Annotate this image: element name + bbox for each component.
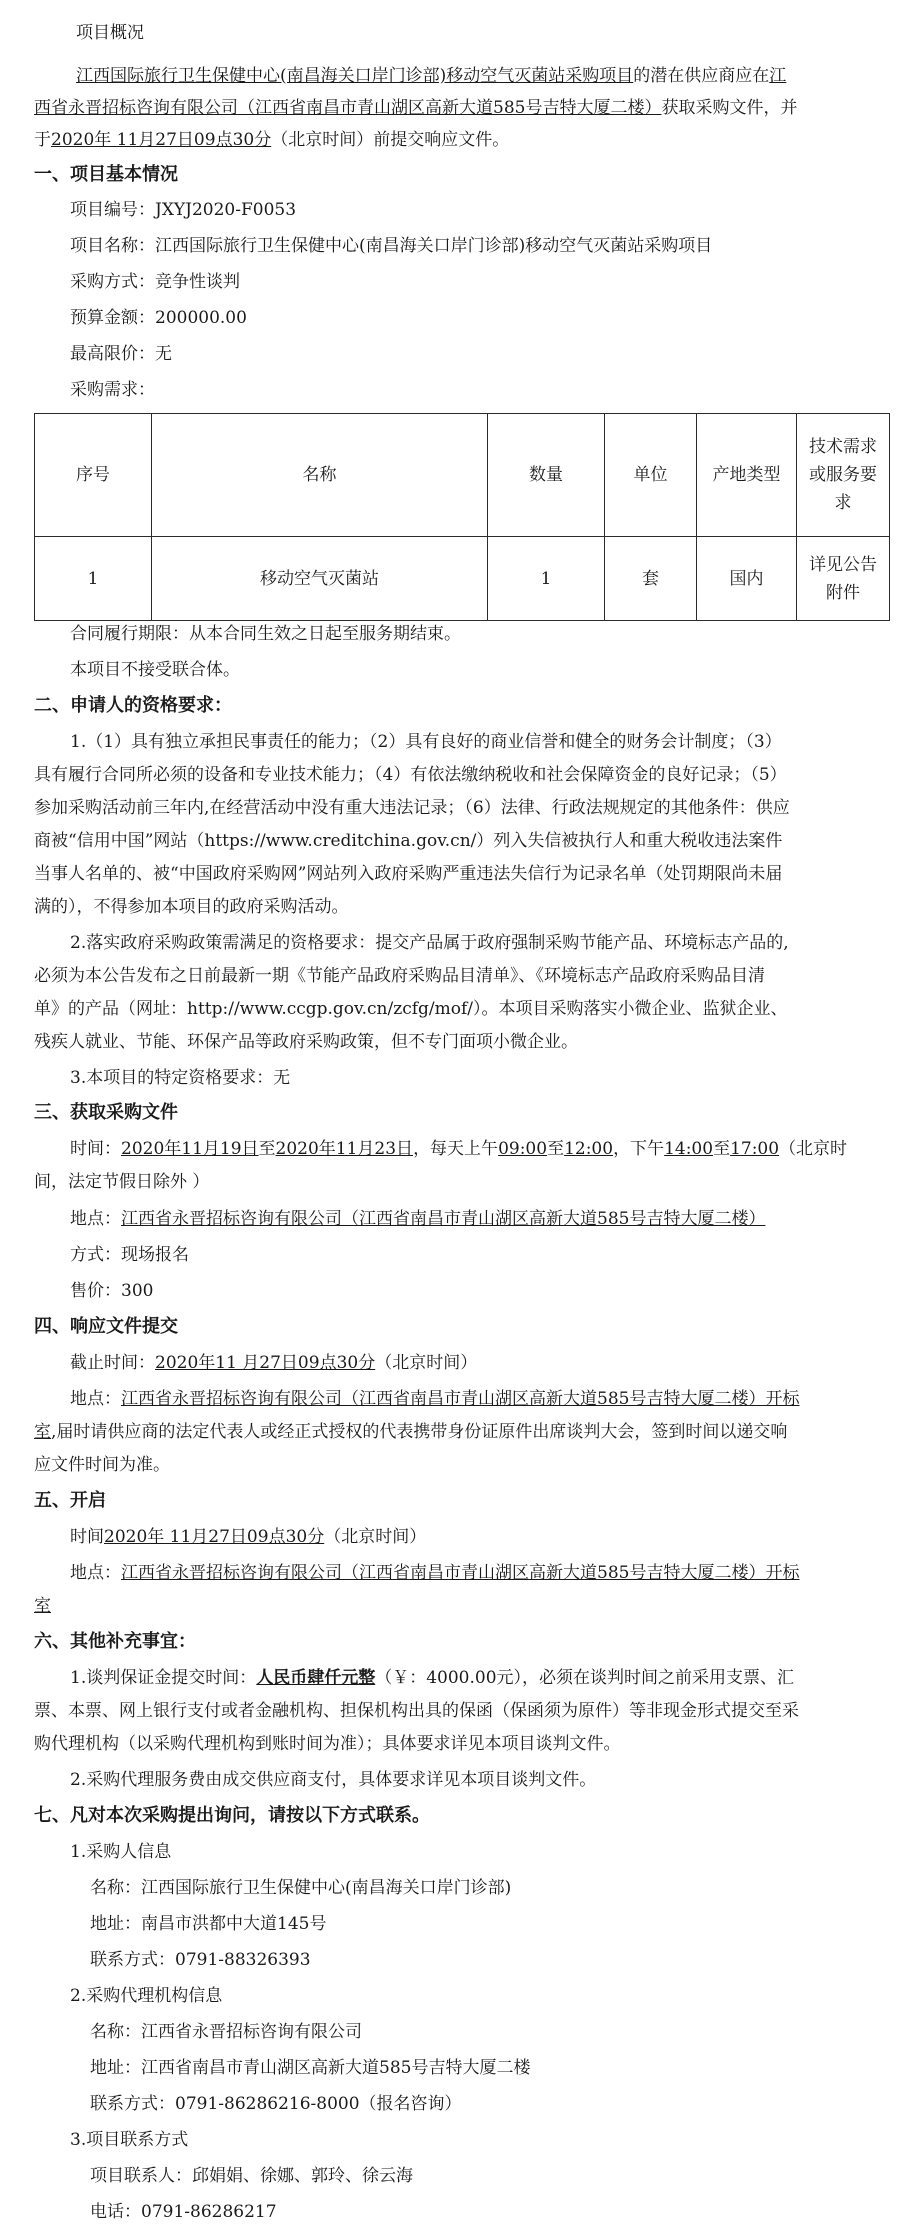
agency-address-link: 西省永晋招标咨询有限公司（江西省南昌市青山湖区高新大道585号吉特大厦二楼） xyxy=(34,98,662,118)
qualification-1-line-3: 参加采购活动前三年内,在经营活动中没有重大违法记录；（6）法律、行政法规规定的其他条件：供应 xyxy=(34,798,790,818)
qualification-1-line-5: 当事人名单的、被“中国政府采购网”网站列入政府采购严重违法失信行为记录名单（处罚期限尚未届 xyxy=(34,864,783,884)
project-code: 项目编号：JXYJ2020-F0053 xyxy=(70,200,297,220)
cell-tech: 详见公告 附件 xyxy=(797,537,890,621)
qualification-1-line-6: 满的），不得参加本项目的政府采购活动。 xyxy=(34,897,349,917)
project-name: 项目名称：江西国际旅行卫生保健中心(南昌海关口岸门诊部)移动空气灭菌站采购项目 xyxy=(70,236,713,256)
opening-location-line-1: 地点：江西省永晋招标咨询有限公司（江西省南昌市青山湖区高新大道585号吉特大厦二楼）开标 xyxy=(70,1563,800,1583)
deposit-line-3: 购代理机构（以采购代理机构到账时间为准）；具体要求详见本项目谈判文件。 xyxy=(34,1734,621,1754)
agency-name: 名称：江西省永晋招标咨询有限公司 xyxy=(90,2022,362,2042)
section-5-heading: 五、开启 xyxy=(34,1490,106,1511)
submission-location-line-1: 地点：江西省永晋招标咨询有限公司（江西省南昌市青山湖区高新大道585号吉特大厦二楼）开标 xyxy=(70,1389,800,1409)
col-header-name: 名称 xyxy=(152,414,488,537)
agency-info-title: 2.采购代理机构信息 xyxy=(70,1986,223,2006)
document-price: 售价：300 xyxy=(70,1281,154,1301)
qualification-3: 3.本项目的特定资格要求：无 xyxy=(70,1068,291,1088)
section-4-heading: 四、响应文件提交 xyxy=(34,1316,178,1337)
contract-period: 合同履行期限：从本合同生效之日起至服务期结束。 xyxy=(70,624,461,644)
procurement-method: 采购方式：竞争性谈判 xyxy=(70,272,240,292)
qualification-2-line-3: 单》的产品（网址：http://www.ccgp.gov.cn/zcfg/mof/）。本项目采购落实小微企业、监狱企业、 xyxy=(34,999,788,1019)
section-2-heading: 二、申请人的资格要求： xyxy=(34,695,232,716)
section-7-heading: 七、凡对本次采购提出询问，请按以下方式联系。 xyxy=(34,1805,430,1826)
col-header-unit: 单位 xyxy=(605,414,697,537)
submission-deadline: 截止时间：2020年11 月27日09点30分（北京时间） xyxy=(70,1353,478,1373)
overview-heading: 项目概况 xyxy=(76,23,144,43)
table-header-row xyxy=(35,414,890,537)
col-header-no: 序号 xyxy=(35,414,152,537)
purchaser-name: 名称：江西国际旅行卫生保健中心(南昌海关口岸门诊部) xyxy=(90,1878,512,1898)
col-header-tech: 技术需求 或服务要 求 xyxy=(797,414,890,537)
purchaser-address: 地址：南昌市洪都中大道145号 xyxy=(90,1914,327,1934)
max-price: 最高限价：无 xyxy=(70,344,172,364)
section-6-heading: 六、其他补充事宜： xyxy=(34,1631,196,1652)
procurement-needs-label: 采购需求： xyxy=(70,380,155,400)
agency-fee: 2.采购代理服务费由成交供应商支付，具体要求详见本项目谈判文件。 xyxy=(70,1770,597,1790)
budget-amount: 预算金额：200000.00 xyxy=(70,308,247,328)
qualification-1-line-1: 1.（1）具有独立承担民事责任的能力；（2）具有良好的商业信誉和健全的财务会计制度；（3） xyxy=(70,732,782,752)
col-header-origin: 产地类型 xyxy=(697,414,797,537)
opening-time: 时间2020年 11月27日09点30分（北京时间） xyxy=(70,1527,427,1547)
acquire-way: 方式：现场报名 xyxy=(70,1245,189,1265)
overview-line-1: 江西国际旅行卫生保健中心(南昌海关口岸门诊部)移动空气灭菌站采购项目的潜在供应商应在江 xyxy=(76,66,787,86)
section-3-heading: 三、获取采购文件 xyxy=(34,1102,178,1123)
no-consortium: 本项目不接受联合体。 xyxy=(70,660,240,680)
deposit-amount: 人民币肆仟元整 xyxy=(256,1668,376,1688)
cell-qty: 1 xyxy=(488,537,605,621)
qualification-2-line-2: 必须为本公告发布之日前最新一期《节能产品政府采购品目清单》、《环境标志产品政府采购品目清 xyxy=(34,966,765,986)
deposit-line-1: 1.谈判保证金提交时间：人民币肆仟元整（￥：4000.00元），必须在谈判时间之前采用支票、汇 xyxy=(70,1668,795,1688)
cell-unit: 套 xyxy=(605,537,697,621)
qualification-1-line-4: 商被“信用中国”网站（https://www.creditchina.gov.cn/）列入失信被执行人和重大税收违法案件 xyxy=(34,831,783,851)
purchaser-phone: 联系方式：0791-88326393 xyxy=(90,1950,311,1970)
table-row xyxy=(35,537,890,621)
submission-location-line-2: 室,届时请供应商的法定代表人或经正式授权的代表携带身份证原件出席谈判大会，签到时间以递交响 xyxy=(34,1422,788,1442)
requirements-table xyxy=(34,413,890,621)
overview-line-3: 于2020年 11月27日09点30分（北京时间）前提交响应文件。 xyxy=(34,130,510,150)
section-1-heading: 一、项目基本情况 xyxy=(34,164,178,185)
qualification-2-line-1: 2.落实政府采购政策需满足的资格要求：提交产品属于政府强制采购节能产品、环境标志产品的, xyxy=(70,933,789,953)
deposit-line-2: 票、本票、网上银行支付或者金融机构、担保机构出具的保函（保函须为原件）等非现金形式提交至采 xyxy=(34,1701,799,1721)
agency-phone: 联系方式：0791-86286216-8000（报名咨询） xyxy=(90,2094,462,2114)
cell-origin: 国内 xyxy=(697,537,797,621)
project-contacts: 项目联系人：邱娟娟、徐娜、郭玲、徐云海 xyxy=(90,2166,413,2186)
project-contact-title: 3.项目联系方式 xyxy=(70,2130,189,2150)
overview-line-2: 西省永晋招标咨询有限公司（江西省南昌市青山湖区高新大道585号吉特大厦二楼）获取采购文件，并 xyxy=(34,98,798,118)
deadline-date: 2020年 11月27日09点30分 xyxy=(51,130,272,150)
agency-address: 地址：江西省南昌市青山湖区高新大道585号吉特大厦二楼 xyxy=(90,2058,531,2078)
qualification-1-line-2: 具有履行合同所必须的设备和专业技术能力；（4）有依法缴纳税收和社会保障资金的良好记录；（5） xyxy=(34,765,787,785)
submission-location-line-3: 应文件时间为准。 xyxy=(34,1455,170,1475)
qualification-2-line-4: 残疾人就业、节能、环保产品等政府采购政策，但不专门面项小微企业。 xyxy=(34,1032,578,1052)
cell-name: 移动空气灭菌站 xyxy=(152,537,488,621)
purchaser-info-title: 1.采购人信息 xyxy=(70,1842,172,1862)
acquire-time-line-2: 间，法定节假日除外 ） xyxy=(34,1172,210,1192)
col-header-qty: 数量 xyxy=(488,414,605,537)
project-phone: 电话：0791-86286217 xyxy=(90,2202,277,2222)
project-name-link: 江西国际旅行卫生保健中心(南昌海关口岸门诊部)移动空气灭菌站采购项目 xyxy=(76,66,634,86)
acquire-location: 地点：江西省永晋招标咨询有限公司（江西省南昌市青山湖区高新大道585号吉特大厦二楼） xyxy=(70,1209,766,1229)
cell-no: 1 xyxy=(35,537,152,621)
acquire-time-line-1: 时间：2020年11月19日至2020年11月23日，每天上午09:00至12:00，下午14:00至17:00（北京时 xyxy=(70,1139,848,1159)
opening-location-line-2: 室 xyxy=(34,1596,51,1616)
